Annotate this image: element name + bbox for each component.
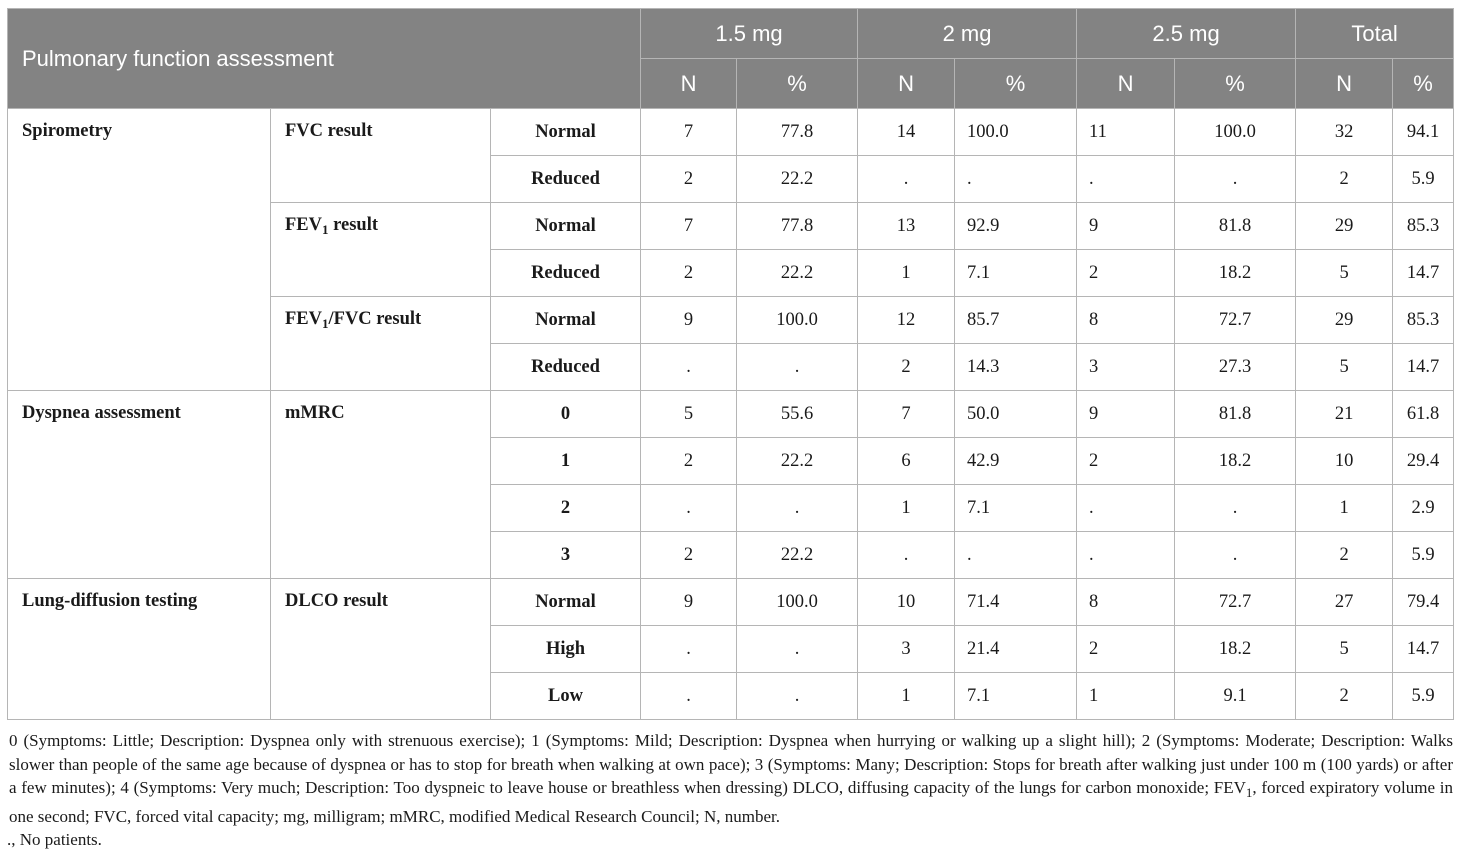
level-cell: 3 — [491, 532, 641, 579]
dose-header-2mg: 2 mg — [858, 9, 1077, 59]
percent-cell: 50.0 — [955, 391, 1077, 438]
measure-cell: DLCO result — [271, 579, 491, 720]
footnote-no-patients: ., No patients. — [7, 830, 102, 849]
level-cell: Normal — [491, 109, 641, 156]
count-cell: . — [641, 485, 737, 532]
percent-cell: 100.0 — [955, 109, 1077, 156]
subheader-percent: % — [1175, 59, 1296, 109]
table-title: Pulmonary function assessment — [8, 9, 641, 109]
percent-cell: 5.9 — [1393, 156, 1454, 203]
table-body — [8, 109, 1454, 720]
percent-cell: 21.4 — [955, 626, 1077, 673]
measure-name-part: result — [328, 215, 379, 235]
table-row — [8, 579, 1454, 626]
percent-cell: . — [1175, 532, 1296, 579]
percent-cell: 5.9 — [1393, 673, 1454, 720]
count-cell: . — [858, 156, 955, 203]
percent-cell: 27.3 — [1175, 344, 1296, 391]
count-cell: 2 — [641, 156, 737, 203]
count-cell: 14 — [858, 109, 955, 156]
measure-name-part: /FVC result — [328, 309, 422, 329]
count-cell: 2 — [858, 344, 955, 391]
percent-cell: 22.2 — [737, 532, 858, 579]
footnote-text-end: , forced expiratory volume in one second; FVC, forced vital capacity; mg, milligram; mMRC, modified Medical Research Council; N, number. — [9, 778, 1453, 826]
count-cell: 13 — [858, 203, 955, 250]
percent-cell: . — [737, 673, 858, 720]
level-cell: Low — [491, 673, 641, 720]
count-cell: 29 — [1296, 203, 1393, 250]
percent-cell: 100.0 — [737, 579, 858, 626]
count-cell: . — [1077, 156, 1175, 203]
percent-cell: 71.4 — [955, 579, 1077, 626]
count-cell: 5 — [641, 391, 737, 438]
percent-cell: . — [737, 485, 858, 532]
subheader-n: N — [858, 59, 955, 109]
count-cell: 2 — [1077, 438, 1175, 485]
percent-cell: 22.2 — [737, 250, 858, 297]
count-cell: 8 — [1077, 297, 1175, 344]
percent-cell: 94.1 — [1393, 109, 1454, 156]
count-cell: 2 — [641, 250, 737, 297]
percent-cell: . — [955, 156, 1077, 203]
percent-cell: 85.3 — [1393, 297, 1454, 344]
percent-cell: 22.2 — [737, 438, 858, 485]
percent-cell: 7.1 — [955, 250, 1077, 297]
count-cell: 10 — [858, 579, 955, 626]
count-cell: 7 — [858, 391, 955, 438]
count-cell: 1 — [858, 673, 955, 720]
measure-cell — [271, 203, 491, 297]
count-cell: 2 — [1296, 532, 1393, 579]
percent-cell: 14.7 — [1393, 626, 1454, 673]
percent-cell: 18.2 — [1175, 250, 1296, 297]
percent-cell: 72.7 — [1175, 297, 1296, 344]
table-header — [8, 9, 1454, 109]
percent-cell: 72.7 — [1175, 579, 1296, 626]
percent-cell: 81.8 — [1175, 203, 1296, 250]
count-cell: . — [858, 532, 955, 579]
level-cell: Reduced — [491, 344, 641, 391]
count-cell: 5 — [1296, 344, 1393, 391]
footnote-definitions — [7, 729, 1453, 828]
measure-name-subscript: 1 — [322, 316, 329, 331]
count-cell: 1 — [858, 485, 955, 532]
count-cell: . — [641, 344, 737, 391]
count-cell: 3 — [858, 626, 955, 673]
footnote-text: 0 (Symptoms: Little; Description: Dyspnea only with strenuous exercise); 1 (Symptoms: Mild; Description: Dyspnea when hurrying or walking up a slight hill); 2 (Symptoms: Moderate; Description: Walks slower than people of the same age because of dyspnea or has to stop for breath when walking at own pace); 3 (Symptoms: Many; Description: Stops for breath after walking just under 100 m (100 yards) or after a few minutes); 4 (Symptoms: Very much; Description: Too dyspneic to leave house or breathless when dressing) DLCO, diffusing capacity of the lungs for carbon monoxide; FEV — [9, 731, 1453, 797]
count-cell: 6 — [858, 438, 955, 485]
count-cell: 9 — [1077, 203, 1175, 250]
count-cell: 9 — [1077, 391, 1175, 438]
level-cell: Reduced — [491, 156, 641, 203]
count-cell: 21 — [1296, 391, 1393, 438]
percent-cell: 100.0 — [737, 297, 858, 344]
percent-cell: 2.9 — [1393, 485, 1454, 532]
percent-cell: . — [1175, 156, 1296, 203]
count-cell: 12 — [858, 297, 955, 344]
percent-cell: 85.7 — [955, 297, 1077, 344]
level-cell: 2 — [491, 485, 641, 532]
percent-cell: 29.4 — [1393, 438, 1454, 485]
percent-cell: 18.2 — [1175, 626, 1296, 673]
count-cell: 7 — [641, 109, 737, 156]
count-cell: 1 — [1296, 485, 1393, 532]
table-footnotes — [7, 729, 1453, 852]
count-cell: 2 — [1296, 156, 1393, 203]
subheader-n: N — [1296, 59, 1393, 109]
percent-cell: . — [1175, 485, 1296, 532]
count-cell: 3 — [1077, 344, 1175, 391]
measure-cell: mMRC — [271, 391, 491, 579]
percent-cell: 77.8 — [737, 109, 858, 156]
table-row — [8, 109, 1454, 156]
level-cell: Reduced — [491, 250, 641, 297]
table-row — [8, 391, 1454, 438]
percent-cell: 7.1 — [955, 485, 1077, 532]
level-cell: 0 — [491, 391, 641, 438]
measure-cell: FVC result — [271, 109, 491, 203]
count-cell: 2 — [1296, 673, 1393, 720]
count-cell: 9 — [641, 297, 737, 344]
measure-name-subscript: 1 — [322, 222, 329, 237]
percent-cell: 79.4 — [1393, 579, 1454, 626]
percent-cell: 85.3 — [1393, 203, 1454, 250]
percent-cell: 100.0 — [1175, 109, 1296, 156]
count-cell: . — [641, 626, 737, 673]
count-cell: 5 — [1296, 250, 1393, 297]
percent-cell: 55.6 — [737, 391, 858, 438]
count-cell: 27 — [1296, 579, 1393, 626]
dose-header-total: Total — [1296, 9, 1454, 59]
percent-cell: 14.7 — [1393, 250, 1454, 297]
percent-cell: 18.2 — [1175, 438, 1296, 485]
subheader-n: N — [641, 59, 737, 109]
percent-cell: 7.1 — [955, 673, 1077, 720]
category-cell: Lung-diffusion testing — [8, 579, 271, 720]
count-cell: 2 — [641, 438, 737, 485]
count-cell: 29 — [1296, 297, 1393, 344]
percent-cell: 61.8 — [1393, 391, 1454, 438]
level-cell: Normal — [491, 203, 641, 250]
level-cell: High — [491, 626, 641, 673]
subheader-percent: % — [955, 59, 1077, 109]
percent-cell: 81.8 — [1175, 391, 1296, 438]
footnote-subscript: 1 — [1245, 785, 1253, 800]
count-cell: 9 — [641, 579, 737, 626]
percent-cell: 14.3 — [955, 344, 1077, 391]
count-cell: 5 — [1296, 626, 1393, 673]
percent-cell: . — [955, 532, 1077, 579]
count-cell: 2 — [641, 532, 737, 579]
count-cell: . — [1077, 485, 1175, 532]
count-cell: 32 — [1296, 109, 1393, 156]
level-cell: 1 — [491, 438, 641, 485]
subheader-percent: % — [737, 59, 858, 109]
category-cell: Spirometry — [8, 109, 271, 391]
pulmonary-function-table — [7, 8, 1454, 720]
count-cell: 11 — [1077, 109, 1175, 156]
level-cell: Normal — [491, 579, 641, 626]
count-cell: . — [1077, 532, 1175, 579]
measure-name-part: FEV — [285, 309, 322, 329]
percent-cell: 22.2 — [737, 156, 858, 203]
subheader-n: N — [1077, 59, 1175, 109]
subheader-percent: % — [1393, 59, 1454, 109]
count-cell: 2 — [1077, 250, 1175, 297]
measure-name-part: FEV — [285, 215, 322, 235]
count-cell: 1 — [1077, 673, 1175, 720]
percent-cell: 42.9 — [955, 438, 1077, 485]
percent-cell: . — [737, 344, 858, 391]
category-cell: Dyspnea assessment — [8, 391, 271, 579]
count-cell: 1 — [858, 250, 955, 297]
level-cell: Normal — [491, 297, 641, 344]
measure-cell — [271, 297, 491, 391]
percent-cell: 14.7 — [1393, 344, 1454, 391]
percent-cell: 5.9 — [1393, 532, 1454, 579]
percent-cell: 77.8 — [737, 203, 858, 250]
count-cell: 10 — [1296, 438, 1393, 485]
dose-header-1-5mg: 1.5 mg — [641, 9, 858, 59]
count-cell: 2 — [1077, 626, 1175, 673]
count-cell: . — [641, 673, 737, 720]
percent-cell: . — [737, 626, 858, 673]
count-cell: 8 — [1077, 579, 1175, 626]
count-cell: 7 — [641, 203, 737, 250]
percent-cell: 92.9 — [955, 203, 1077, 250]
dose-header-2-5mg: 2.5 mg — [1077, 9, 1296, 59]
percent-cell: 9.1 — [1175, 673, 1296, 720]
